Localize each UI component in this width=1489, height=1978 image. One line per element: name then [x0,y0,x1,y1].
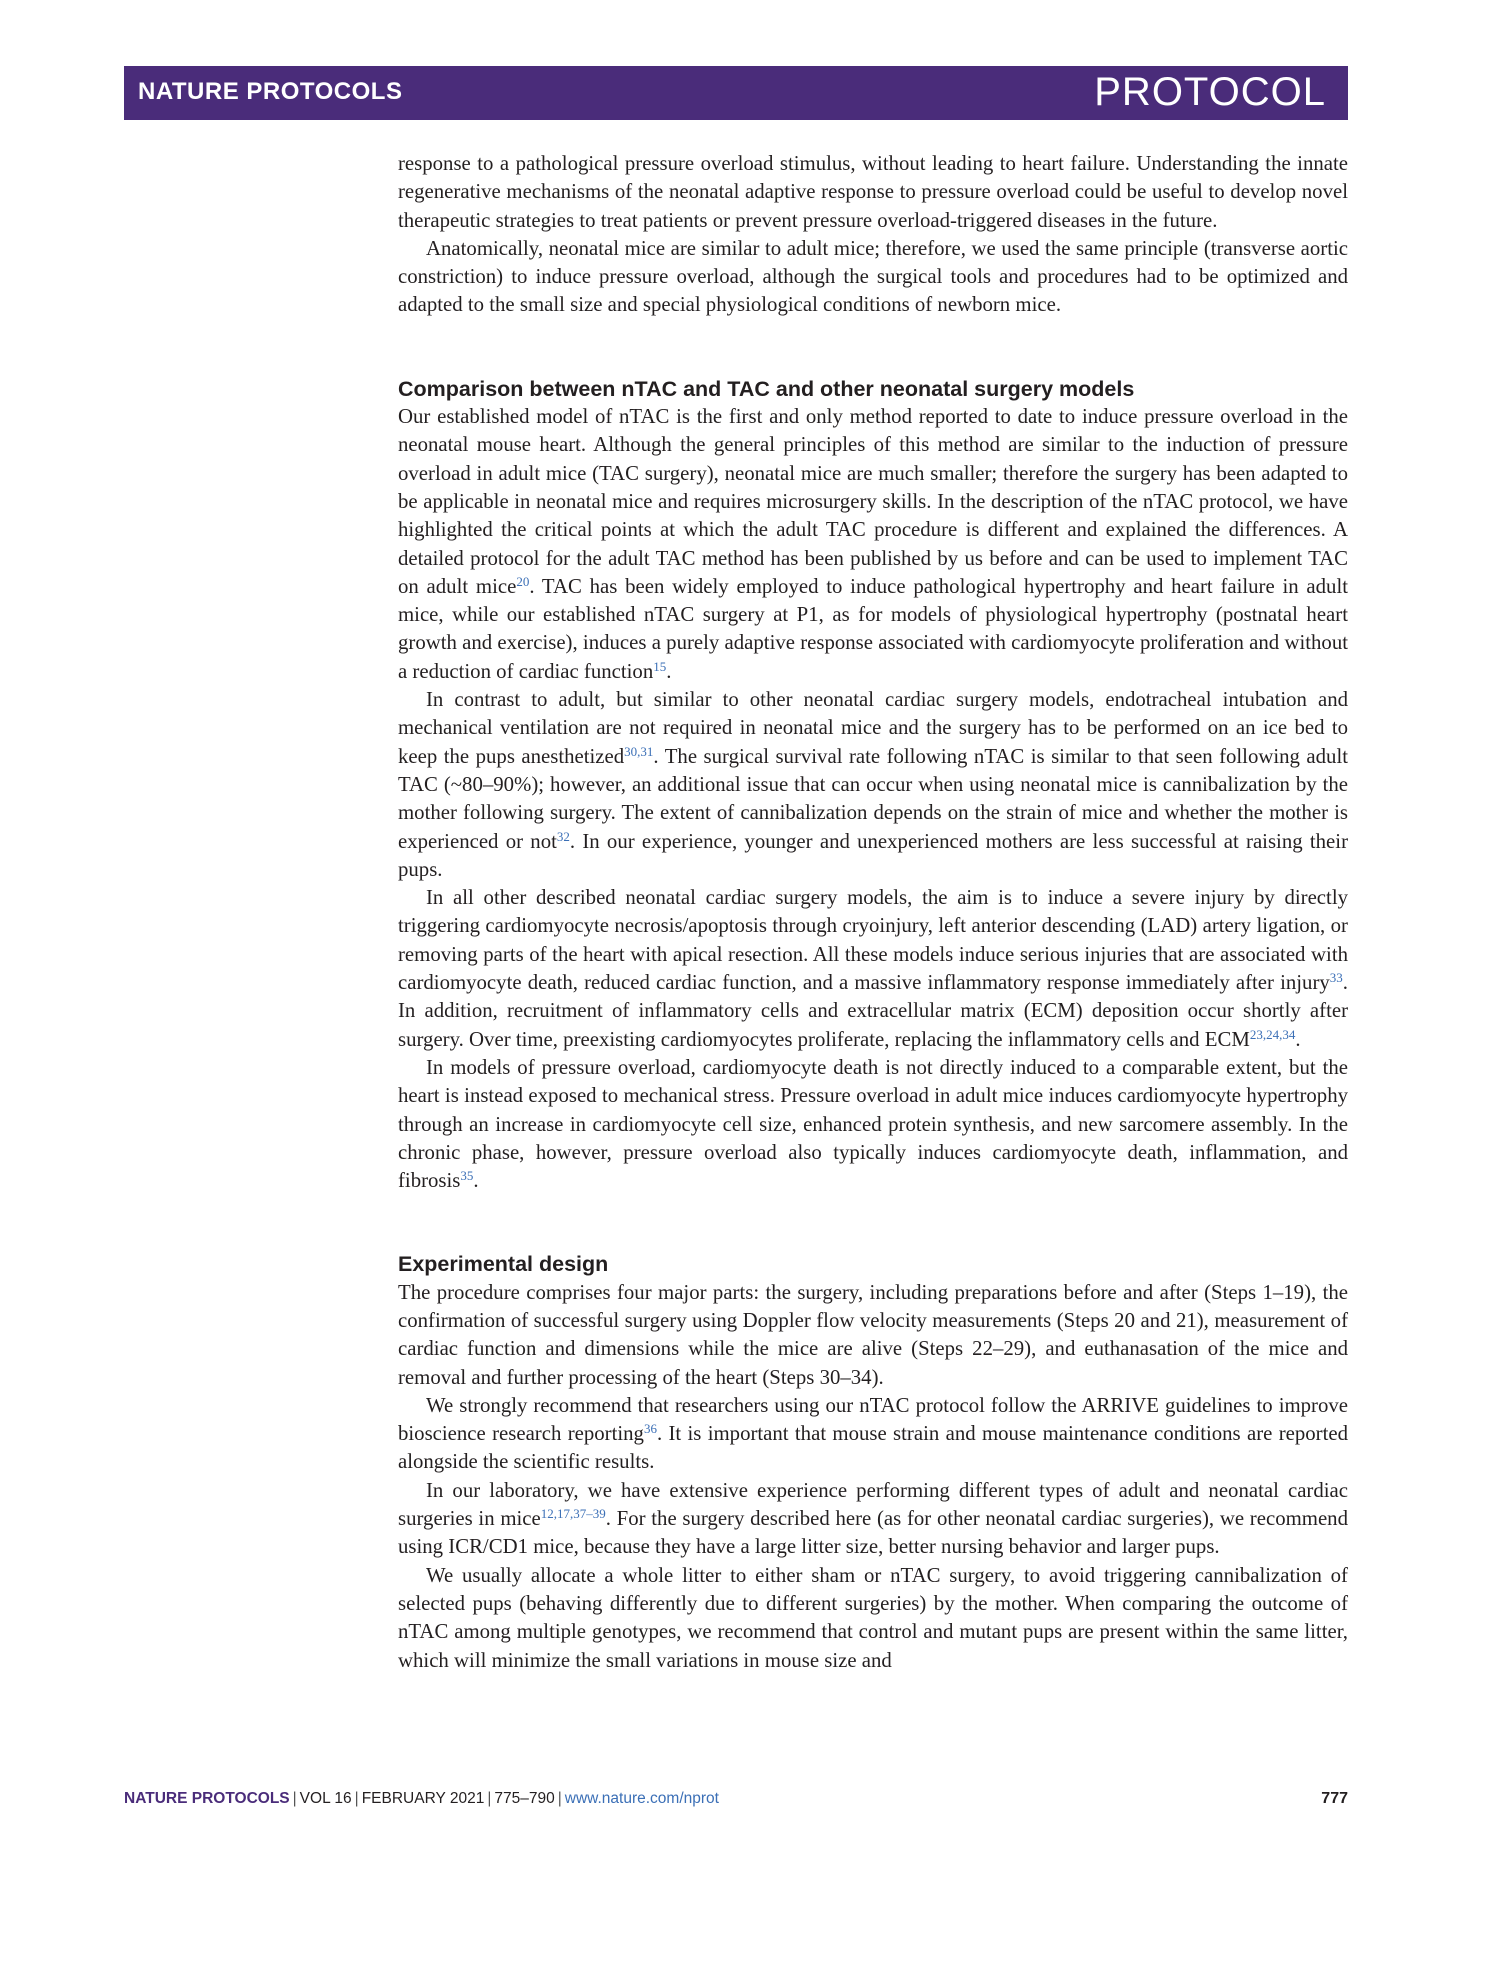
article-body [398,150,1348,1675]
comparison-paragraph-4: In models of pressure overload, cardiomyocyte death is not directly induced to a comparable extent, but the heart is instead exposed to mechanical stress. Pressure overload in adult mice induces cardiomyocyte hypertrophy through an increase in cardiomyocyte cell size, enhanced protein synthesis, and new sarcomere assembly. In the chronic phase, however, pressure overload also typically induces cardiomyocyte death, inflammation, and fibrosis$^{35}$. [398,1055,1348,1193]
article-type-label: PROTOCOL [1094,70,1326,114]
section-heading-comparison: Comparison between nTAC and TAC and other neonatal surgery models [398,376,1135,401]
journal-header-bar [124,66,1348,120]
section-heading-experimental-design: Experimental design [398,1252,609,1277]
citation-link[interactable]: 23,24,34 [1249,1026,1296,1042]
citation-link[interactable]: 36 [643,1421,657,1437]
comparison-paragraph-3: In all other described neonatal cardiac surgery models, the aim is to induce a severe injury by directly triggering cardiomyocyte necrosis/apoptosis through cryoinjury, left anterior descending (LAD) artery ligation, or removing parts of the heart with apical resection. All these models induce serious injuries that are associated with cardiomyocyte death, reduced cardiac function, and a massive inflammatory response immediately after injury$^{33}$. In addition, recruitment of inflammatory cells and extracellular matrix (ECM) deposition occur shortly after surgery. Over time, preexisting cardiomyocytes proliferate, replacing the inflammatory cells and ECM$^{23,24,34}$. [398,886,1348,1051]
design-paragraph-2: We strongly recommend that researchers using our nTAC protocol follow the ARRIVE guidelines to improve bioscience research reporting$^{36}$. It is important that mouse strain and mouse maintenance conditions are reported alongside the scientific results. [398,1393,1348,1474]
intro-paragraph-1: response to a pathological pressure overload stimulus, without leading to heart failure. Understanding the innate regenerative mechanisms of the neonatal adaptive response to pressure overload could be useful to develop novel therapeutic strategies to treat patients or prevent pressure overload-triggered diseases in the future. [398,152,1348,232]
page-footer [124,1790,1348,1808]
citation-link[interactable]: 35 [460,1168,474,1184]
footer-pages: 775–790 [494,1790,555,1807]
footer-volume: VOL 16 [299,1790,352,1807]
citation-link[interactable]: 12,17,37–39 [540,1506,606,1522]
footer-date: FEBRUARY 2021 [361,1790,485,1807]
citation-link[interactable]: 20 [516,573,530,589]
comparison-paragraph-1: Our established model of nTAC is the first and only method reported to date to induce pressure overload in the neonatal mouse heart. Although the general principles of this method are similar to the induction of pressure overload in adult mice (TAC surgery), neonatal mice are much smaller; therefore the surgery has been adapted to be applicable in neonatal mice and requires microsurgery skills. In the description of the nTAC protocol, we have highlighted the critical points at which the adult TAC procedure is different and explained the differences. A detailed protocol for the adult TAC method has been published by us before and can be used to implement TAC on adult mice$^{20}$. TAC has been widely employed to induce pathological hypertrophy and heart failure in adult mice, while our established nTAC surgery at P1, as for models of physiological hypertrophy (postnatal heart growth and exercise), induces a purely adaptive response associated with cardiomyocyte proliferation and without a reduction of cardiac function$^{15}$. [398,405,1348,683]
intro-paragraph-2: Anatomically, neonatal mice are similar to adult mice; therefore, we used the same principle (transverse aortic constriction) to induce pressure overload, although the surgical tools and procedures had to be optimized and adapted to the small size and special physiological conditions of newborn mice. [398,236,1348,317]
footer-separator: | [292,1790,297,1807]
design-paragraph-1: The procedure comprises four major parts: the surgery, including preparations before and after (Steps 1–19), the confirmation of successful surgery using Doppler flow velocity measurements (Steps 20 and 21), measurement of cardiac function and dimensions while the mice are alive (Steps 22–29), and euthanasation of the mice and removal and further processing of the heart (Steps 30–34). [398,1280,1348,1389]
design-paragraph-3: In our laboratory, we have extensive experience performing different types of adult and neonatal cardiac surgeries in mice$^{12,17,37-39}$. For the surgery described here (as for other neonatal cardiac surgeries), we recommend using ICR/CD1 mice, because they have a large litter size, better nursing behavior and larger pups. [398,1478,1348,1559]
citation-link[interactable]: 33 [1329,970,1343,986]
footer-journal-name: NATURE PROTOCOLS [124,1790,290,1807]
footer-separator: | [487,1790,492,1807]
citation-link[interactable]: 30,31 [624,743,654,759]
citation-link[interactable]: 32 [556,828,570,844]
footer-separator: | [354,1790,359,1807]
footer-separator: | [557,1790,562,1807]
page-number: 777 [1321,1790,1348,1807]
citation-link[interactable]: 15 [653,658,667,674]
design-paragraph-4: We usually allocate a whole litter to either sham or nTAC surgery, to avoid triggering cannibalization of selected pups (behaving differently due to different surgeries) by the mother. When comparing the outcome of nTAC among multiple genotypes, we recommend that control and mutant pups are present within the same litter, which will minimize the small variations in mouse size and [398,1563,1348,1672]
journal-name: NATURE PROTOCOLS [138,78,403,105]
footer-journal-url[interactable]: www.nature.com/nprot [564,1790,719,1807]
comparison-paragraph-2: In contrast to adult, but similar to other neonatal cardiac surgery models, endotracheal intubation and mechanical ventilation are not required in neonatal mice and the surgery has to be performed on an ice bed to keep the pups anesthetized$^{30,31}$. The surgical survival rate following nTAC is similar to that seen following adult TAC (~80–90%); however, an additional issue that can occur when using neonatal mice is cannibalization by the mother following surgery. The extent of cannibalization depends on the strain of mice and whether the mother is experienced or not$^{32}$. In our experience, younger and unexperienced mothers are less successful at raising their pups. [398,688,1348,881]
